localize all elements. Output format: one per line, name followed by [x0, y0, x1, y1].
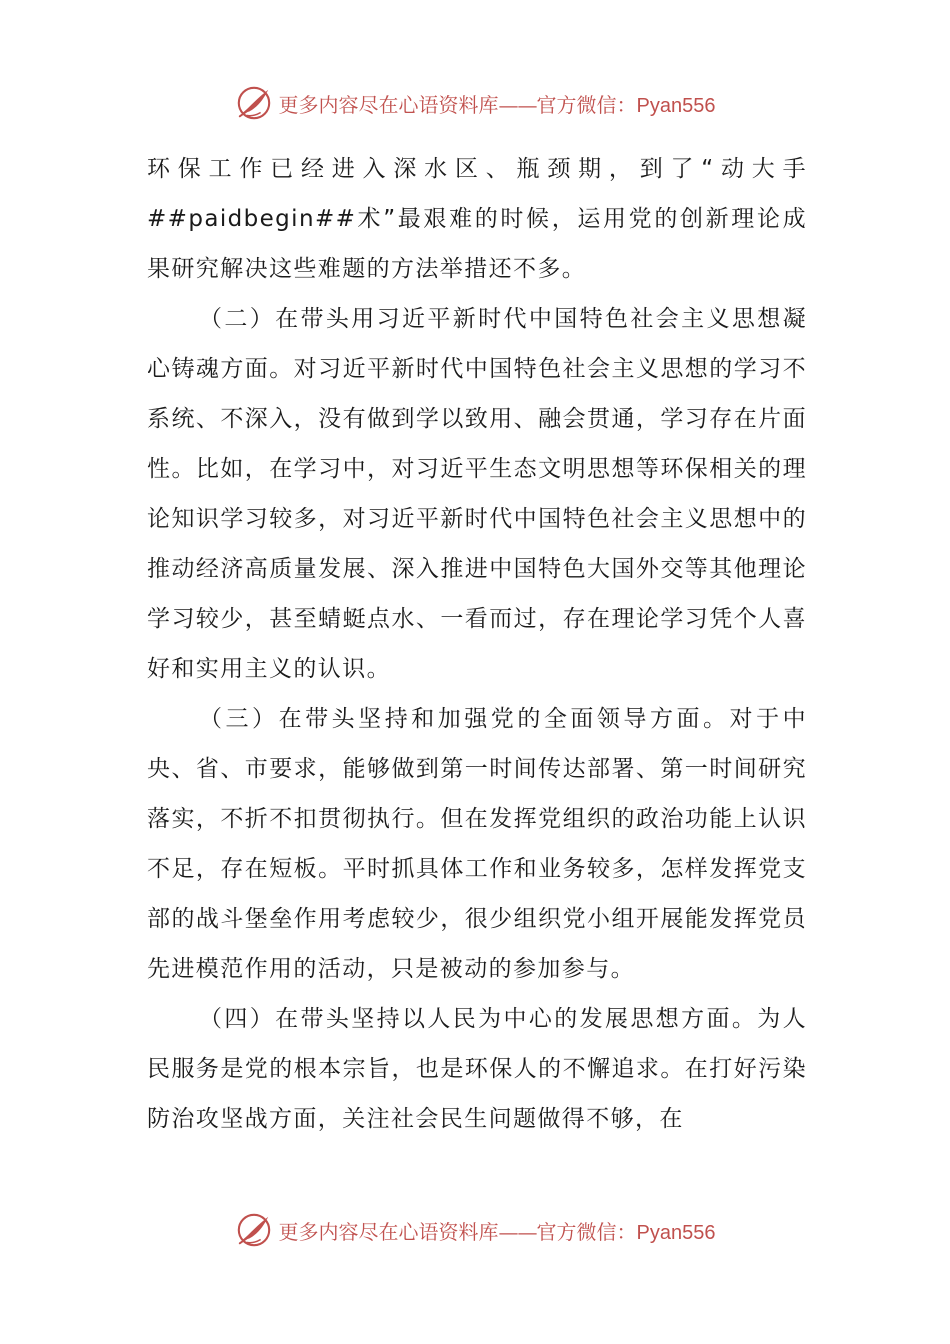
footer-banner-slogan: 更多内容尽在心语资料库	[278, 1219, 499, 1244]
paragraph-section-two: （二）在带头用习近平新时代中国特色社会主义思想凝心铸魂方面。对习近平新时代中国特色社会主义思想的学习不系统、不深入，没有做到学以致用、融会贯通，学习存在片面性。比如，在学习中，对习近平生态文明思想等环保相关的理论知识学习较多，对习近平新时代中国特色社会主义思想中的推动经济高质量发展、深入推进中国特色大国外交等其他理论学习较少，甚至蜻蜓点水、一看而过，存在理论学习凭个人喜好和实用主义的认识。	[147, 306, 807, 682]
header-watermark-banner	[0, 83, 950, 123]
footer-watermark-banner	[0, 1210, 950, 1250]
footer-banner-dash: ——	[498, 1219, 537, 1244]
footer-banner-wechat-id: Pyan556	[636, 1221, 716, 1244]
footer-watermark-text	[279, 1216, 716, 1245]
header-banner-dash: ——	[498, 92, 537, 117]
header-banner-wechat-id: Pyan556	[636, 94, 716, 117]
paragraph-section-four: （四）在带头坚持以人民为中心的发展思想方面。为人民服务是党的根本宗旨，也是环保人的不懈追求。在打好污染防治攻坚战方面，关注社会民生问题做得不够，在	[147, 1006, 807, 1132]
header-watermark-text	[279, 89, 716, 118]
quill-pen-logo-icon	[235, 84, 273, 122]
quill-pen-logo-icon	[235, 1211, 273, 1249]
paragraph-section-three: （三）在带头坚持和加强党的全面领导方面。对于中央、省、市要求，能够做到第一时间传达部署、第一时间研究落实，不折不扣贯彻执行。但在发挥党组织的政治功能上认识不足，存在短板。平时抓具体工作和业务较多，怎样发挥党支部的战斗堡垒作用考虑较少，很少组织党小组开展能发挥党员先进模范作用的活动，只是被动的参加参与。	[147, 706, 807, 982]
header-banner-slogan: 更多内容尽在心语资料库	[278, 92, 499, 117]
document-body	[147, 144, 807, 1144]
footer-banner-wechat-label: 官方微信：	[536, 1219, 637, 1244]
header-banner-wechat-label: 官方微信：	[536, 92, 637, 117]
paragraph-continuation: 环保工作已经进入深水区、瓶颈期，到了“动大手##paidbegin##术”最艰难的时候，运用党的创新理论成果研究解决这些难题的方法举措还不多。	[147, 156, 807, 282]
